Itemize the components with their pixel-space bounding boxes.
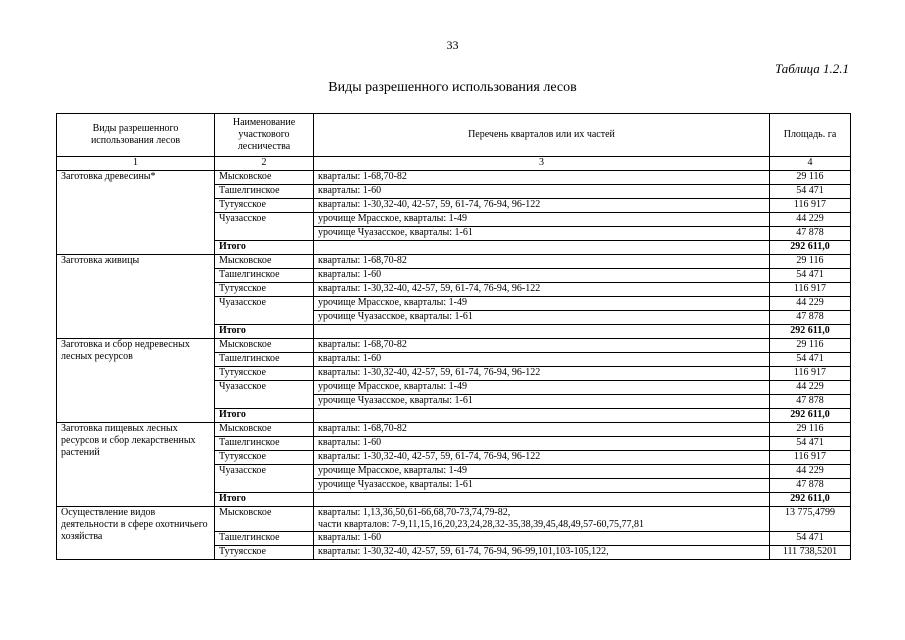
quarters-cell: [314, 451, 770, 465]
forestry-cell: Ташелгинское: [215, 532, 314, 546]
column-number: 4: [770, 157, 851, 171]
forestry-cell: Мысковское: [215, 507, 314, 532]
quarters-line: кварталы: 1-68,70-82: [318, 171, 407, 182]
quarters-line: кварталы: 1-30,32-40, 42-57, 59, 61-74, 76-94, 96-122: [318, 367, 541, 378]
area-cell: 54 471: [770, 185, 851, 199]
forestry-cell: Чуазасское: [215, 465, 314, 479]
quarters-line: урочище Чуазасское, кварталы: 1-61: [318, 227, 473, 238]
total-area: 292 611,0: [770, 409, 851, 423]
area-cell: 44 229: [770, 213, 851, 227]
quarters-line: урочище Чуазасское, кварталы: 1-61: [318, 311, 473, 322]
quarters-line: кварталы: 1-68,70-82: [318, 339, 407, 350]
quarters-line: кварталы: 1-30,32-40, 42-57, 59, 61-74, 76-94, 96-122: [318, 283, 541, 294]
quarters-line: кварталы: 1-60: [318, 269, 382, 280]
area-cell: 29 116: [770, 423, 851, 437]
column-number: 1: [57, 157, 215, 171]
forestry-cell: Ташелгинское: [215, 353, 314, 367]
forestry-cell: Чуазасское: [215, 297, 314, 311]
quarters-cell: [314, 479, 770, 493]
quarters-cell: [314, 227, 770, 241]
table-row: [57, 507, 851, 532]
header-usage-type: Виды разрешенного использования лесов: [57, 114, 215, 157]
table-label: Таблица 1.2.1: [774, 61, 849, 76]
quarters-line: урочище Мрасское, кварталы: 1-49: [318, 381, 467, 392]
forestry-cell: Тутуясское: [215, 546, 314, 560]
area-cell: 54 471: [770, 269, 851, 283]
area-cell: 111 738,5201: [770, 546, 851, 560]
quarters-cell: [314, 213, 770, 227]
quarters-line: кварталы: 1-60: [318, 353, 382, 364]
quarters-line: урочище Мрасское, кварталы: 1-49: [318, 297, 467, 308]
quarters-cell: [314, 297, 770, 311]
forestry-cell: Мысковское: [215, 171, 314, 185]
area-cell: 29 116: [770, 255, 851, 269]
quarters-cell: [314, 381, 770, 395]
total-area: 292 611,0: [770, 325, 851, 339]
quarters-line: урочище Чуазасское, кварталы: 1-61: [318, 479, 473, 490]
total-empty-cell: [314, 409, 770, 423]
forestry-cell: Ташелгинское: [215, 437, 314, 451]
total-label: Итого: [215, 241, 314, 255]
forestry-cell: Мысковское: [215, 423, 314, 437]
quarters-cell: [314, 395, 770, 409]
forestry-cell: [215, 395, 314, 409]
header-quarters-list: Перечень кварталов или их частей: [314, 114, 770, 157]
total-label: Итого: [215, 325, 314, 339]
total-label: Итого: [215, 409, 314, 423]
total-label: Итого: [215, 493, 314, 507]
area-cell: 44 229: [770, 381, 851, 395]
quarters-cell: [314, 283, 770, 297]
usage-type-cell: Заготовка пищевых лесных ресурсов и сбор лекарственных растений: [57, 423, 215, 507]
area-cell: 47 878: [770, 395, 851, 409]
usage-type-cell: Осуществление видов деятельности в сфере охотничьего хозяйства: [57, 507, 215, 560]
area-cell: 29 116: [770, 171, 851, 185]
area-cell: 47 878: [770, 227, 851, 241]
quarters-line: кварталы: 1-30,32-40, 42-57, 59, 61-74, 76-94, 96-122: [318, 199, 541, 210]
quarters-cell: [314, 507, 770, 532]
quarters-line: кварталы: 1-68,70-82: [318, 255, 407, 266]
page-number: 33: [446, 38, 459, 52]
area-cell: 29 116: [770, 339, 851, 353]
area-cell: 47 878: [770, 479, 851, 493]
forestry-cell: Тутуясское: [215, 367, 314, 381]
quarters-line: кварталы: 1-30,32-40, 42-57, 59, 61-74, 76-94, 96-122: [318, 451, 541, 462]
table-row: [57, 339, 851, 353]
page-title: Виды разрешенного использования лесов: [328, 80, 577, 95]
area-cell: 54 471: [770, 532, 851, 546]
forestry-cell: Ташелгинское: [215, 269, 314, 283]
table-body: [57, 171, 851, 560]
forestry-cell: Чуазасское: [215, 213, 314, 227]
header-forestry-name: Наименование участкового лесничества: [215, 114, 314, 157]
forestry-cell: [215, 227, 314, 241]
quarters-cell: [314, 532, 770, 546]
forestry-cell: Тутуясское: [215, 199, 314, 213]
usage-type-cell: Заготовка древесины*: [57, 171, 215, 255]
quarters-line: кварталы: 1,13,36,50,61-66,68,70-73,74,79-82,: [318, 507, 511, 518]
column-number-row: [57, 157, 851, 171]
total-empty-cell: [314, 325, 770, 339]
forestry-cell: [215, 479, 314, 493]
total-area: 292 611,0: [770, 241, 851, 255]
usage-type-cell: Заготовка и сбор недревесных лесных ресурсов: [57, 339, 215, 423]
forestry-cell: Чуазасское: [215, 381, 314, 395]
header-area: Площадь. га: [770, 114, 851, 157]
forestry-cell: Мысковское: [215, 255, 314, 269]
forestry-cell: Ташелгинское: [215, 185, 314, 199]
quarters-cell: [314, 546, 770, 560]
forestry-cell: Мысковское: [215, 339, 314, 353]
quarters-line: кварталы: 1-68,70-82: [318, 423, 407, 434]
column-number: 2: [215, 157, 314, 171]
area-cell: 13 775,4799: [770, 507, 851, 532]
quarters-cell: [314, 465, 770, 479]
area-cell: 44 229: [770, 465, 851, 479]
quarters-line: урочище Мрасское, кварталы: 1-49: [318, 213, 467, 224]
quarters-line: кварталы: 1-60: [318, 437, 382, 448]
quarters-cell: [314, 437, 770, 451]
quarters-cell: [314, 185, 770, 199]
quarters-cell: [314, 255, 770, 269]
forestry-cell: [215, 311, 314, 325]
table-row: [57, 423, 851, 437]
quarters-cell: [314, 339, 770, 353]
quarters-line: кварталы: 1-30,32-40, 42-57, 59, 61-74, 76-94, 96-99,101,103-105,122,: [318, 546, 609, 557]
table-row: [57, 255, 851, 269]
quarters-line: части кварталов: 7-9,11,15,16,20,23,24,28,32-35,38,39,45,48,49,57-60,75,77,81: [318, 519, 645, 530]
area-cell: 47 878: [770, 311, 851, 325]
column-number: 3: [314, 157, 770, 171]
quarters-line: урочище Чуазасское, кварталы: 1-61: [318, 395, 473, 406]
quarters-cell: [314, 311, 770, 325]
total-empty-cell: [314, 493, 770, 507]
quarters-cell: [314, 171, 770, 185]
table-row: [57, 171, 851, 185]
quarters-line: урочище Мрасское, кварталы: 1-49: [318, 465, 467, 476]
forestry-cell: Тутуясское: [215, 451, 314, 465]
quarters-line: кварталы: 1-60: [318, 185, 382, 196]
forestry-cell: Тутуясское: [215, 283, 314, 297]
area-cell: 116 917: [770, 451, 851, 465]
forest-use-table: [56, 113, 851, 560]
quarters-cell: [314, 269, 770, 283]
usage-type-cell: Заготовка живицы: [57, 255, 215, 339]
quarters-cell: [314, 199, 770, 213]
area-cell: 116 917: [770, 283, 851, 297]
area-cell: 54 471: [770, 437, 851, 451]
quarters-cell: [314, 367, 770, 381]
total-empty-cell: [314, 241, 770, 255]
quarters-cell: [314, 423, 770, 437]
area-cell: 116 917: [770, 367, 851, 381]
table-header-row: [57, 114, 851, 157]
quarters-cell: [314, 353, 770, 367]
total-area: 292 611,0: [770, 493, 851, 507]
quarters-line: кварталы: 1-60: [318, 532, 382, 543]
area-cell: 44 229: [770, 297, 851, 311]
area-cell: 54 471: [770, 353, 851, 367]
area-cell: 116 917: [770, 199, 851, 213]
